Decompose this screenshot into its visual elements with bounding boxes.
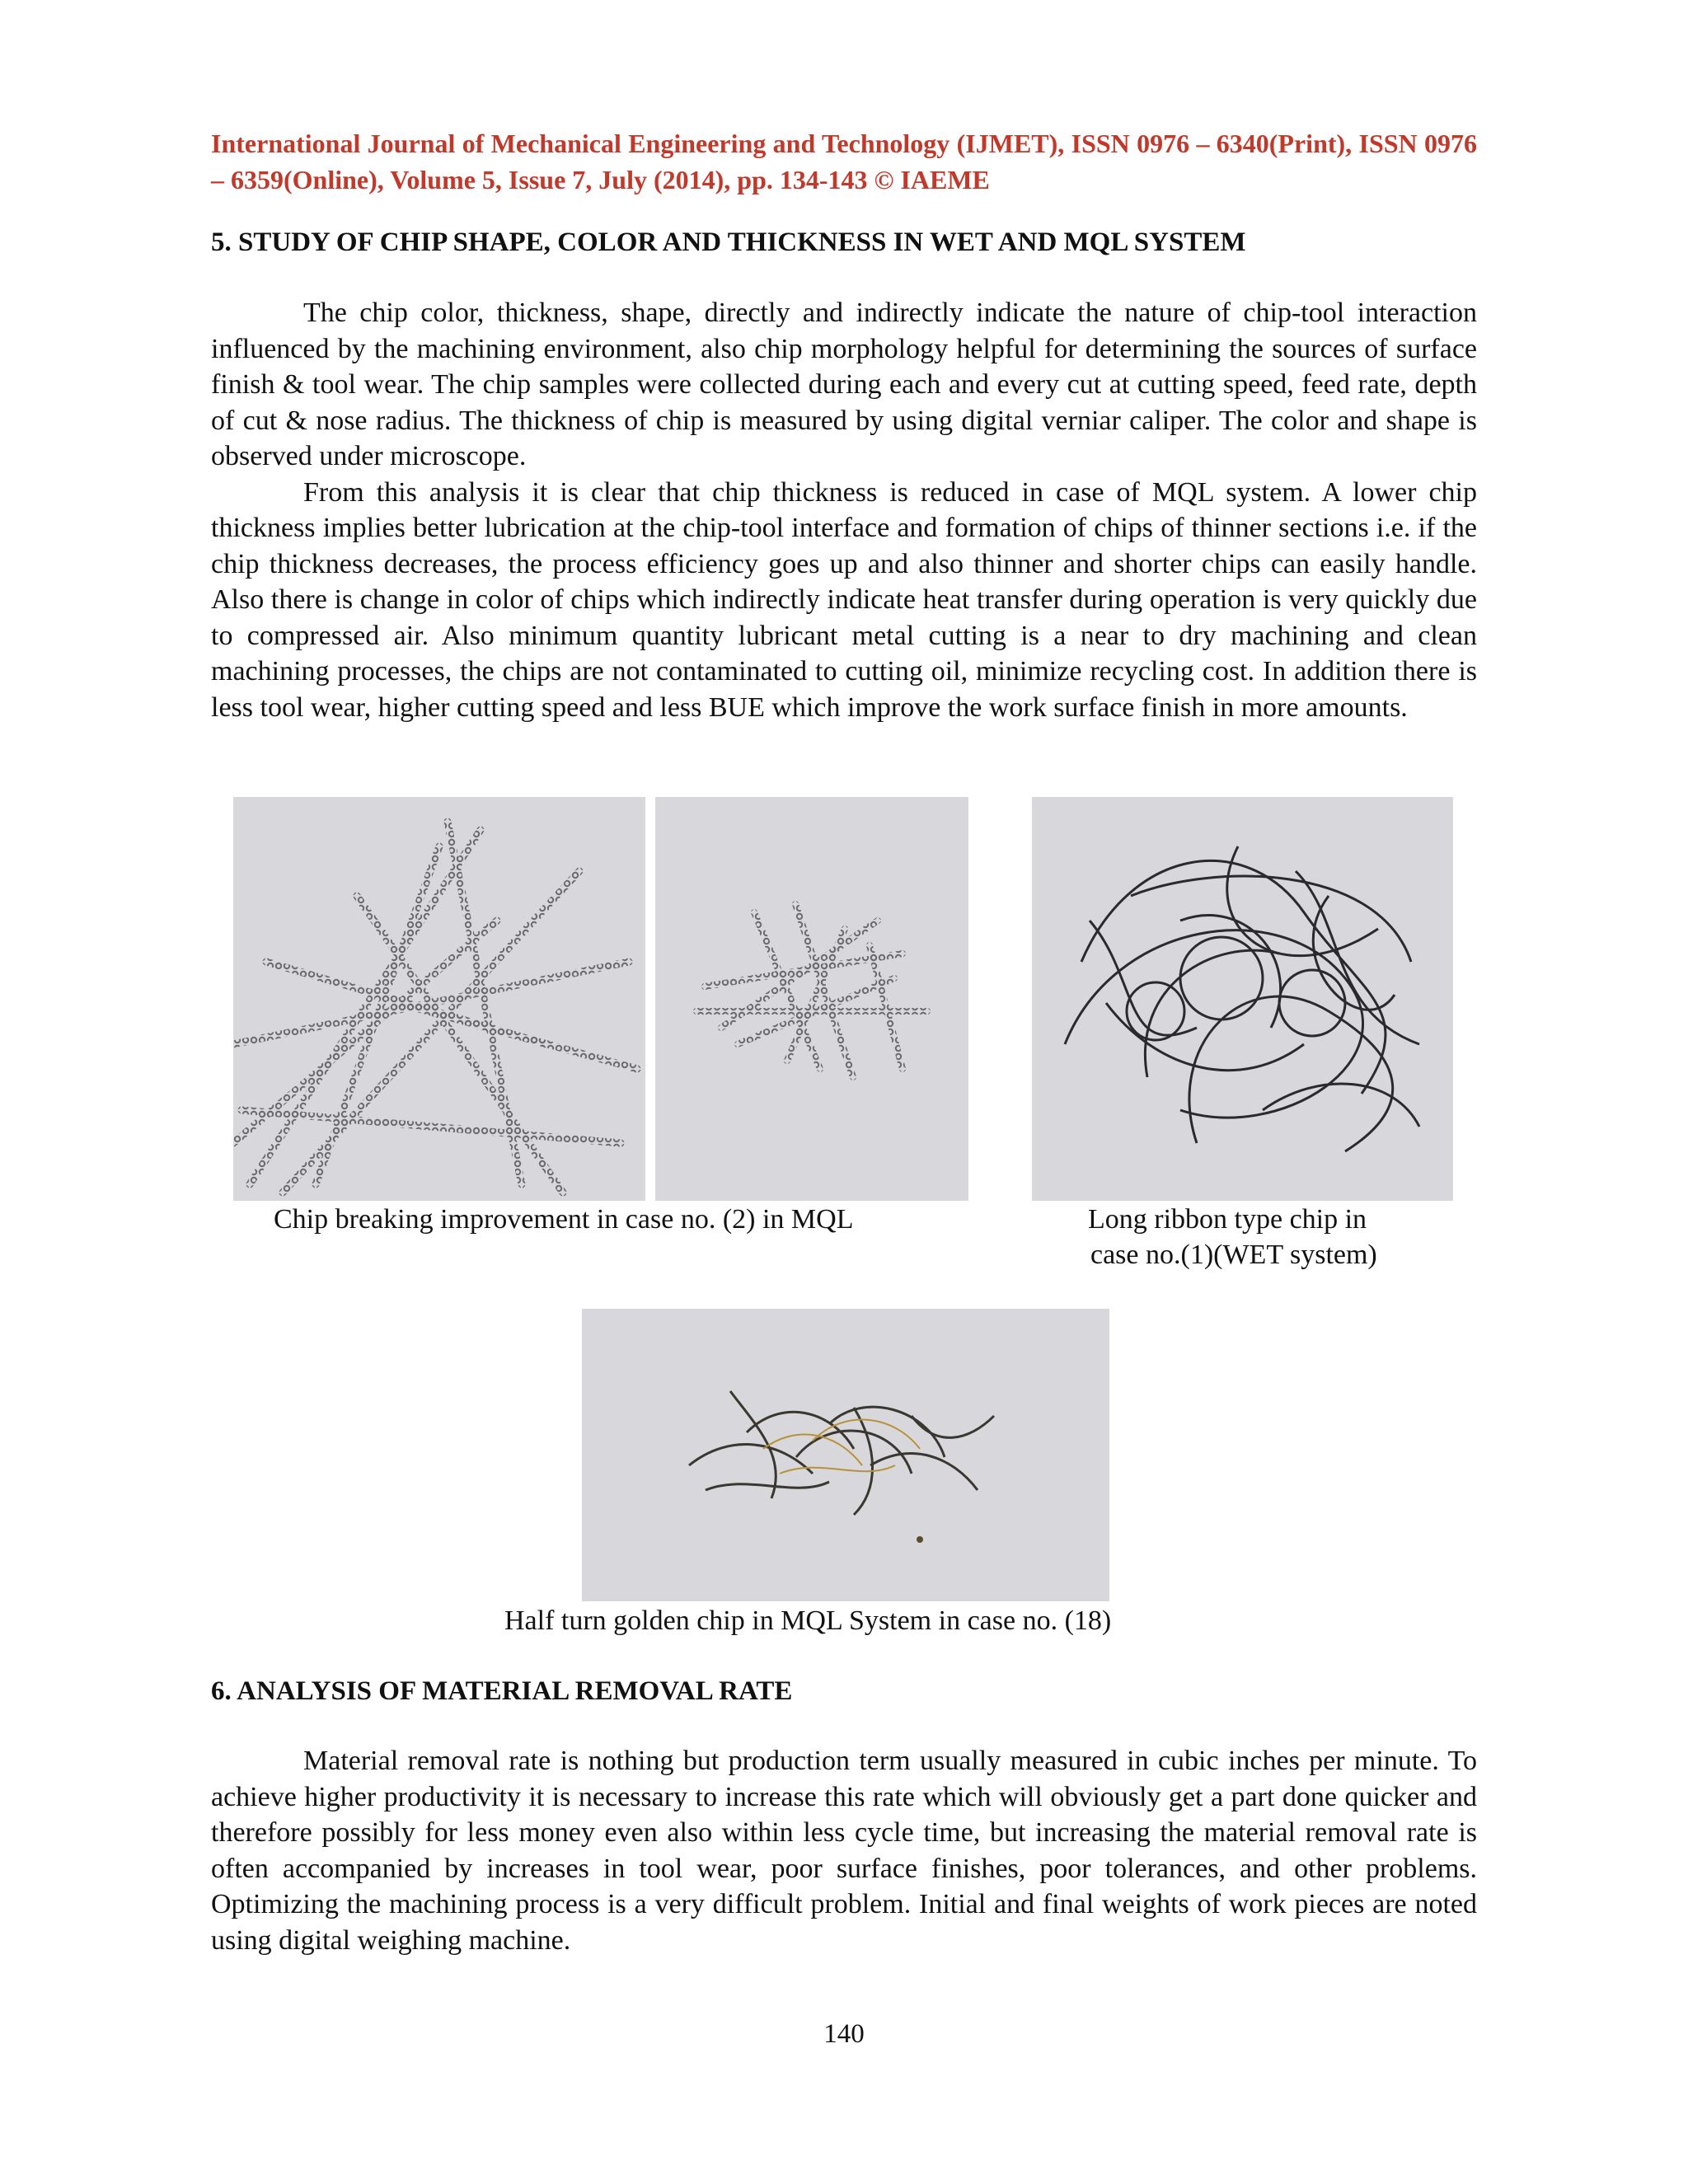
section-5-paragraph-2: From this analysis it is clear that chip thickness is reduced in case of MQL system. A lower chip thickness implies better lubrication at the chip-tool interface and formation of chips of thinner sections i.e. if the chip thickness decreases, the process efficiency goes up and also thinner and shorter chips can easily handle. Also there is change in color of chips which indirectly indicate heat transfer during operation is very quickly due to compressed air. Also minimum quantity lubricant metal cutting is a near to dry machining and clean machining processes, the chips are not contaminated to cutting oil, minimize recycling cost. In addition there is less tool wear, higher cutting speed and less BUE which improve the work surface finish in more amounts. — [211, 476, 1477, 723]
section-5-body — [211, 295, 1477, 725]
section-6-body — [211, 1743, 1477, 1958]
journal-header: International Journal of Mechanical Engineering and Technology (IJMET), ISSN 0976 – 6340(Print), ISSN 0976 – 6359(Online), Volume 5, Issue 7, July (2014), pp. 134-143 © IAEME — [211, 129, 1477, 194]
photo-wet-ribbon-chips — [1032, 797, 1453, 1201]
photo-golden-chips — [582, 1309, 1109, 1601]
page-number: 140 — [823, 2019, 865, 2049]
caption-mql-chip-breaking: Chip breaking improvement in case no. (2) in MQL — [274, 1204, 854, 1235]
caption-wet-ribbon-line-1: Long ribbon type chip in — [1088, 1204, 1367, 1235]
photo-mql-spiral-chips-left — [233, 797, 645, 1201]
section-5-title: 5. STUDY OF CHIP SHAPE, COLOR AND THICKNESS IN WET AND MQL SYSTEM — [211, 227, 1246, 257]
section-5-paragraph-1: The chip color, thickness, shape, directly and indirectly indicate the nature of chip-tool interaction influenced by the machining environment, also chip morphology helpful for determining the sources of surface finish & tool wear. The chip samples were collected during each and every cut at cutting speed, feed rate, depth of cut & nose radius. The thickness of chip is measured by using digital verniar caliper. The color and shape is observed under microscope. — [211, 298, 1477, 471]
section-6-title: 6. ANALYSIS OF MATERIAL REMOVAL RATE — [211, 1676, 793, 1706]
section-6-paragraph-1: Material removal rate is nothing but production term usually measured in cubic inches per minute. To achieve higher productivity it is necessary to increase this rate which will obviously get a part done quicker and therefore possibly for less money even also within less cycle time, but increasing the material removal rate is often accompanied by increases in tool wear, poor surface finishes, poor tolerances, and other problems. Optimizing the machining process is a very difficult problem. Initial and final weights of work pieces are noted using digital weighing machine. — [211, 1746, 1477, 1956]
caption-wet-ribbon-line-2: case no.(1)(WET system) — [1090, 1240, 1377, 1270]
photo-mql-spiral-chips-right — [655, 797, 968, 1201]
caption-golden-chip: Half turn golden chip in MQL System in case no. (18) — [504, 1605, 1112, 1636]
